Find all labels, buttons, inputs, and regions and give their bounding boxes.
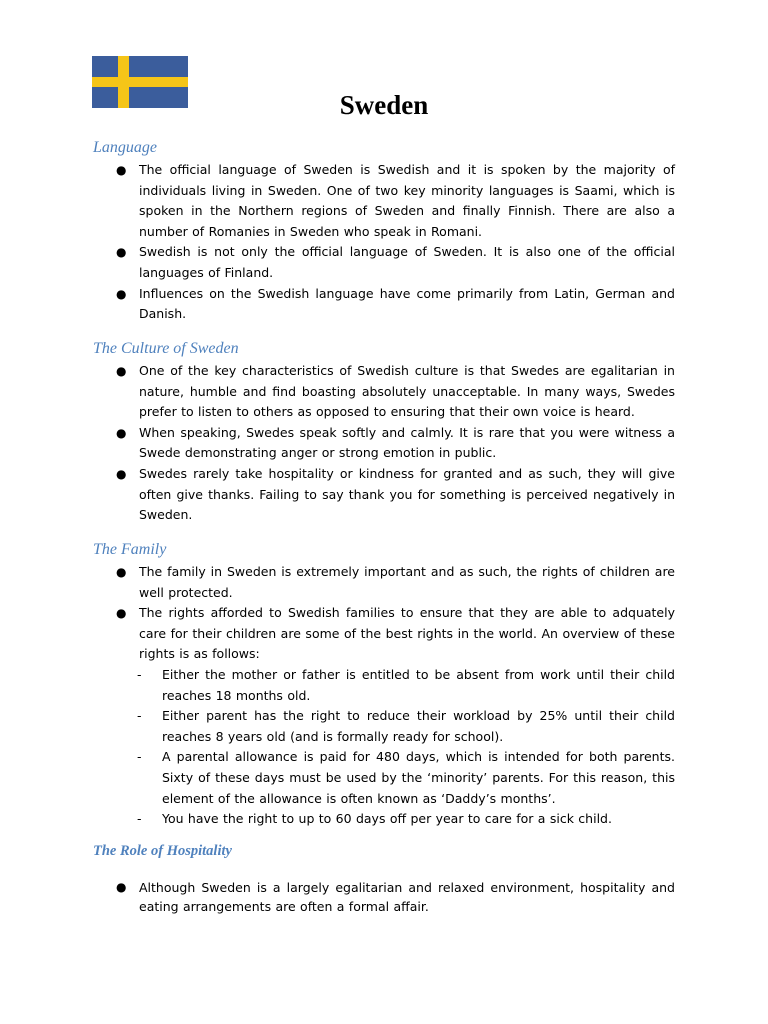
- list-item: ● The rights afforded to Swedish families to ensure that they are able to adquately care for their children are some of the best rights in the world. An overview of these rights is as follows: - Either the mother or father is entitled to be absent from work until their child reaches 18 months old. - Either parent has the right to reduce their workload by 25% until their child reaches 8 years old (and is formally ready for school). - A parental allowance is paid for 480 days, which is intended for both parents. Sixty of these days must be used by the ‘minority’ parents. For this reason, this element of the allowance is often known as ‘Daddy’s months’. - You have the right to up to 60 days off per year to care for a sick child.: [139, 603, 675, 830]
- bullet-icon: ●: [116, 364, 127, 378]
- list-item: ● When speaking, Swedes speak softly and calmly. It is rare that you were witness a Swede demonstrating anger or strong emotion in public.: [116, 424, 675, 461]
- list-item: ● Although Sweden is a largely egalitarian and relaxed environment, hospitality and eating arrangements are often a formal affair.: [116, 880, 675, 914]
- sub-list-item: - Either the mother or father is entitled to be absent from work until their child reaches 18 months old.: [137, 666, 675, 703]
- family-list: [0, 562, 768, 830]
- culture-list: [0, 361, 768, 526]
- section-heading-hospitality: The Role of Hospitality: [93, 843, 232, 859]
- list-item: ● The official language of Sweden is Swedish and it is spoken by the majority of individuals living in Sweden. One of two key minority languages is Saami, which is spoken in the Northern regions of Sweden and finally Finnish. There are also a number of Romanies in Sweden who speak in Romani.: [116, 162, 675, 239]
- section-heading-language: Language: [93, 139, 157, 156]
- sub-list-item: - Either parent has the right to reduce their workload by 25% until their child reaches 8 years old (and is formally ready for school).: [137, 708, 675, 744]
- hospitality-list: [0, 878, 768, 916]
- dash-marker: -: [137, 708, 142, 724]
- list-item: ● Influences on the Swedish language have come primarily from Latin, German and Danish.: [116, 285, 675, 322]
- list-item: ● The family in Sweden is extremely important and as such, the rights of children are well protected.: [116, 564, 675, 600]
- bullet-icon: ●: [116, 565, 127, 579]
- dash-marker: -: [137, 811, 142, 827]
- bullet-icon: ●: [116, 245, 127, 260]
- bullet-icon: ●: [116, 425, 127, 440]
- list-item: ● Swedes rarely take hospitality or kindness for granted and as such, they will give often give thanks. Failing to say thank you for something is perceived negatively in Sweden.: [116, 465, 675, 523]
- bullet-icon: ●: [116, 286, 127, 301]
- dash-marker: -: [137, 749, 142, 765]
- section-heading-culture: The Culture of Sweden: [93, 340, 239, 357]
- language-list: [0, 160, 768, 325]
- sub-list-item: - You have the right to up to 60 days off per year to care for a sick child.: [162, 809, 675, 830]
- rights-sublist: [139, 665, 675, 830]
- bullet-icon: ●: [116, 163, 127, 177]
- sub-list-item: - A parental allowance is paid for 480 days, which is intended for both parents. Sixty of these days must be used by the ‘minority’ parents. For this reason, this element of the allowance is often known as ‘Daddy’s months’.: [137, 749, 675, 806]
- section-heading-family: The Family: [93, 541, 167, 558]
- dash-marker: -: [137, 666, 142, 682]
- document-title: Sweden: [339, 90, 429, 120]
- list-item: ● One of the key characteristics of Swedish culture is that Swedes are egalitarian in nature, humble and find boasting absolutely unacceptable. In many ways, Swedes prefer to listen to others as opposed to ensuring that their own voice is heard.: [116, 363, 675, 420]
- bullet-icon: ●: [116, 880, 127, 894]
- list-item: ● Swedish is not only the official language of Sweden. It is also one of the official languages of Finland.: [116, 244, 675, 280]
- bullet-icon: ●: [116, 606, 127, 621]
- bullet-icon: ●: [116, 466, 127, 481]
